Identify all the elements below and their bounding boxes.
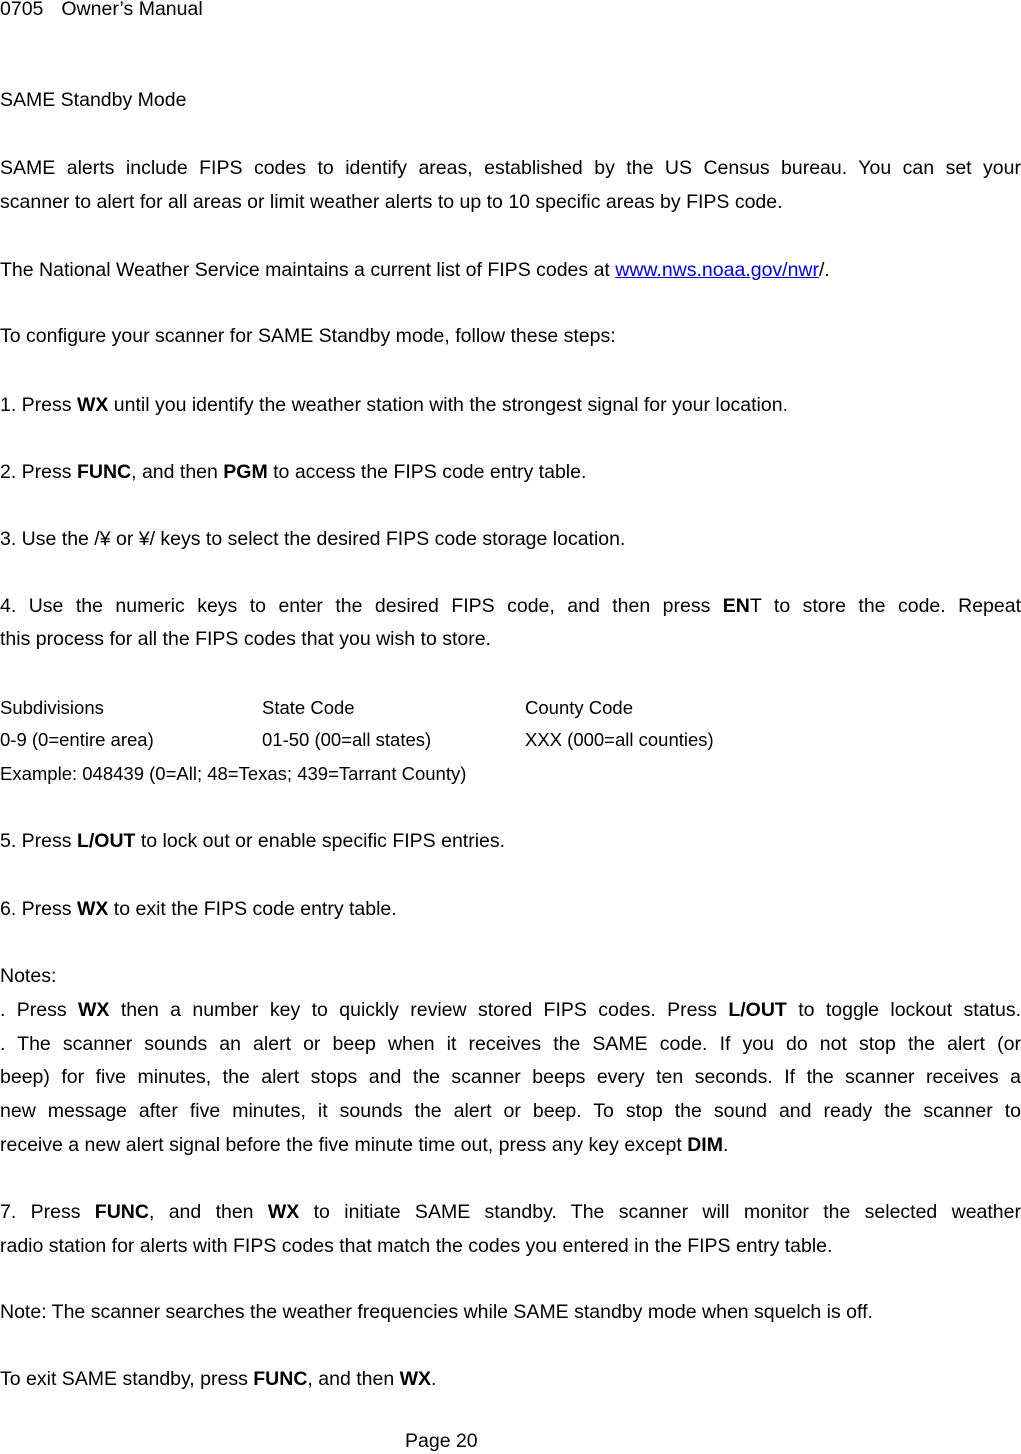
exit-key1: FUNC [253, 1368, 308, 1390]
fips-cell-subdivisions: 0-9 (0=entire area) [0, 729, 154, 750]
step-1-post: until you identify the weather station with the strongest signal for your location. [108, 394, 788, 416]
fips-table-header [0, 697, 1021, 719]
note-2-line-3: new message after five minutes, it sounds the alert or beep. To stop the sound and ready the scanner to [0, 1100, 1021, 1122]
step-4-line-2: this process for all the FIPS codes that you wish to store. [0, 628, 491, 650]
step-4-line-1 [0, 595, 1021, 618]
step-7-post: to initiate SAME standby. The scanner will monitor the selected weather [299, 1201, 1021, 1223]
step-3: 3. Use the /¥ or ¥/ keys to select the desired FIPS code storage location. [0, 528, 626, 550]
nws-paragraph [0, 259, 830, 282]
note-2-line-1: . The scanner sounds an alert or beep when it receives the SAME code. If you do not stop the alert (or [0, 1033, 1021, 1055]
step-5-key: L/OUT [76, 830, 136, 852]
note-1 [0, 999, 1021, 1022]
step-7-key2: WX [267, 1201, 300, 1223]
step-2-key2: PGM [223, 461, 268, 483]
exit-mid: , and then [307, 1368, 400, 1390]
section-title: SAME Standby Mode [0, 89, 187, 111]
step-7-mid: , and then [148, 1201, 268, 1223]
note-1-post: to toggle lockout status. [786, 999, 1021, 1021]
squelch-note: Note: The scanner searches the weather frequencies while SAME standby mode when squelch is off. [0, 1301, 873, 1323]
step-6-post: to exit the FIPS code entry table. [108, 898, 397, 920]
running-header [0, 0, 203, 21]
fips-header-state: State Code [262, 697, 355, 718]
fips-header-subdivisions: Subdivisions [0, 697, 104, 718]
step-5 [0, 830, 505, 853]
configure-text: To configure your scanner for SAME Standby mode, follow these steps: [0, 325, 616, 347]
step-5-pre: 5. Press [0, 830, 77, 852]
note-1-mid: then a number key to quickly review stored FIPS codes. Press [109, 999, 729, 1021]
step-4-post: T to store the code. Repeat [749, 595, 1021, 617]
step-1-pre: 1. Press [0, 394, 77, 416]
exit-instruction [0, 1368, 436, 1391]
nws-link[interactable]: www.nws.noaa.gov/nwr [615, 259, 820, 281]
intro-line-2: scanner to alert for all areas or limit weather alerts to up to 10 specific areas by FIPS code. [0, 191, 783, 213]
step-2-post: to access the FIPS code entry table. [267, 461, 587, 483]
step-4-pre: 4. Use the numeric keys to enter the desired FIPS code, and then press [0, 595, 723, 617]
exit-pre: To exit SAME standby, press [0, 1368, 254, 1390]
header-title: Owner’s Manual [61, 0, 203, 20]
step-5-post: to lock out or enable specific FIPS entries. [135, 830, 506, 852]
step-2 [0, 461, 586, 484]
note-1-key1: WX [78, 999, 110, 1021]
fips-example: Example: 048439 (0=All; 48=Texas; 439=Tarrant County) [0, 763, 467, 784]
step-7-key1: FUNC [94, 1201, 149, 1223]
note-1-key2: L/OUT [728, 999, 787, 1021]
step-2-mid: , and then [131, 461, 224, 483]
intro-line-1: SAME alerts include FIPS codes to identify areas, established by the US Census bureau. You can set your [0, 157, 1021, 179]
fips-table-row [0, 729, 1021, 751]
note-2-line-4 [0, 1134, 728, 1157]
nws-suffix: /. [819, 259, 830, 281]
exit-key2: WX [399, 1368, 432, 1390]
note-2-line-4-pre: receive a new alert signal before the five minute time out, press any key except [0, 1134, 688, 1156]
step-6-key: WX [76, 898, 109, 920]
nws-text: The National Weather Service maintains a current list of FIPS codes at [0, 259, 616, 281]
step-7-pre: 7. Press [0, 1201, 95, 1223]
page-number: Page 20 [405, 1430, 478, 1452]
step-6-pre: 6. Press [0, 898, 77, 920]
step-7-line-1 [0, 1201, 1021, 1224]
note-2-line-4-key: DIM [687, 1134, 723, 1156]
fips-cell-state: 01-50 (00=all states) [262, 729, 432, 750]
note-2-line-4-post: . [722, 1134, 729, 1156]
fips-header-county: County Code [525, 697, 633, 718]
step-4-key: EN [722, 595, 750, 617]
notes-label: Notes: [0, 965, 57, 987]
note-2-line-2: beep) for five minutes, the alert stops and the scanner beeps every ten seconds. If the scanner receives a [0, 1066, 1021, 1088]
step-1-key: WX [76, 394, 109, 416]
step-2-pre: 2. Press [0, 461, 77, 483]
fips-cell-county: XXX (000=all counties) [525, 729, 714, 750]
step-2-key1: FUNC [76, 461, 132, 483]
step-1 [0, 394, 788, 417]
note-1-pre: . Press [0, 999, 79, 1021]
header-code: 0705 [0, 0, 44, 20]
step-7-line-2: radio station for alerts with FIPS codes that match the codes you entered in the FIPS entry table. [0, 1235, 833, 1257]
step-6 [0, 898, 397, 921]
exit-post: . [431, 1368, 437, 1390]
